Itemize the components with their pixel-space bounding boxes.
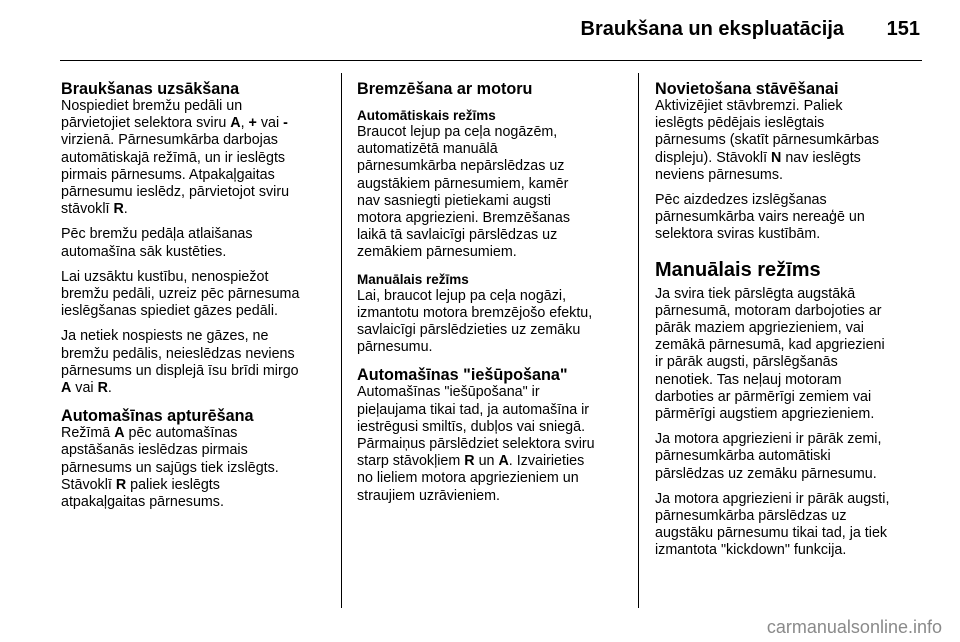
column-2 [357,80,629,513]
page-number: 151 [886,18,920,40]
paragraph-manual-1: Ja svira tiek pārslēgta augstākā pārnesumā, motoram darbojoties ar pārāk maziem apgriezieniem, vai zemākā pārnesumā, kad apgriezieni ir pārāk augsti, pārslēgšanās nenotiek. Tas neļauj motoram darboties ar pārmērīgi zemiem vai pārmērīgi augstiem apgriezieniem. [655,285,885,423]
watermark: carmanualsonline.info [766,617,942,637]
paragraph-manual-3: Ja motora apgriezieni ir pārāk augsti, pārnesumkārba pārslēdzas uz augstāku pārnesumu tikai tad, ja tiek izmantota "kickdown" funkcija. [655,490,890,559]
paragraph-stop: Režīmā A pēc automašīnas apstāšanās ieslēdzas pirmais pārnesums un sajūgs tiek izslēgts. Stāvoklī R paliek ieslēgts atpakaļgaitas pārnesums. [61,425,279,511]
paragraph-start-1: Nospiediet bremžu pedāli un pārvietojiet selektora sviru A, + vai - virzienā. Pārnesumkārba darbojas automātiskajā režīmā, un ir ieslēgts pirmais pārnesums. Atpakaļgaitas pārnesumu ieslēdz, pārvietojot sviru stāvoklī R. [61,98,290,218]
paragraph-parking-1: Aktivizējiet stāvbremzi. Paliek ieslēgts pēdējais ieslēgtais pārnesums (skatīt pārnesumkārbas displeju). Stāvoklī N nav ieslēgts neviens pārnesums. [655,98,880,183]
paragraph-parking-2: Pēc aizdedzes izslēgšanas pārnesumkārba vairs nereaģē un selektora sviras kustībām. [655,192,865,243]
heading-manual-mode: Manuālais režīms [655,258,821,281]
column-1 [61,80,329,519]
paragraph-start-2: Pēc bremžu pedāļa atlaišanas automašīna sāk kustēties. [61,226,253,260]
paragraph-engine-brake-auto: Braucot lejup pa ceļa nogāzēm, automatizētā manuālā pārnesumkārba nepārslēdzas uz augstākiem pārnesumiem, kamēr nav sasniegti pietiekami augsti motora apgriezieni. Bremzēšanas laikā tā savlaicīgi pārslēdzas uz zemākiem pārnesumiem. [357,124,570,261]
paragraph-engine-brake-manual: Lai, braucot lejup pa ceļa nogāzi, izmantotu motora bremzējošo efektu, savlaicīgi pārslēdzieties uz zemāku pārnesumu. [357,287,593,356]
column-3 [655,80,922,568]
header-rule [60,60,922,61]
paragraph-rocking: Automašīnas "iešūpošana" ir pieļaujama tikai tad, ja automašīna ir iestrēgusi smiltīs, dubļos vai sniegā. Pārmaiņus pārslēdziet selektora sviru starp stāvokļiem R un A. Izvairieties no lieliem motora apgriezieniem un straujiem uzrāvieniem. [357,384,595,504]
subheading-manual-mode: Manuālais režīms [357,271,469,287]
column-divider-1 [341,73,342,608]
page-header [0,0,960,60]
column-divider-2 [638,73,639,608]
heading-engine-braking: Bremzēšana ar motoru [357,80,533,98]
page-title: Braukšana un ekspluatācija [580,18,844,40]
heading-start-driving: Braukšanas uzsākšana [61,80,240,98]
paragraph-start-3: Lai uzsāktu kustību, nenospiežot bremžu pedāli, uzreiz pēc pārnesuma ieslēgšanas spiediet gāzes pedāli. [61,268,300,320]
paragraph-start-4: Ja netiek nospiests ne gāzes, ne bremžu pedālis, neieslēdzas neviens pārnesums un displejā īsu brīdi mirgo A vai R. [61,328,299,397]
heading-stopping: Automašīnas apturēšana [61,407,254,426]
heading-rocking: Automašīnas "iešūpošana" [357,366,568,385]
subheading-automatic-mode: Automātiskais režīms [357,108,496,123]
heading-parking: Novietošana stāvēšanai [655,80,839,98]
paragraph-manual-2: Ja motora apgriezieni ir pārāk zemi, pārnesumkārba automātiski pārslēdzas uz zemāku pārnesumu. [655,431,882,482]
